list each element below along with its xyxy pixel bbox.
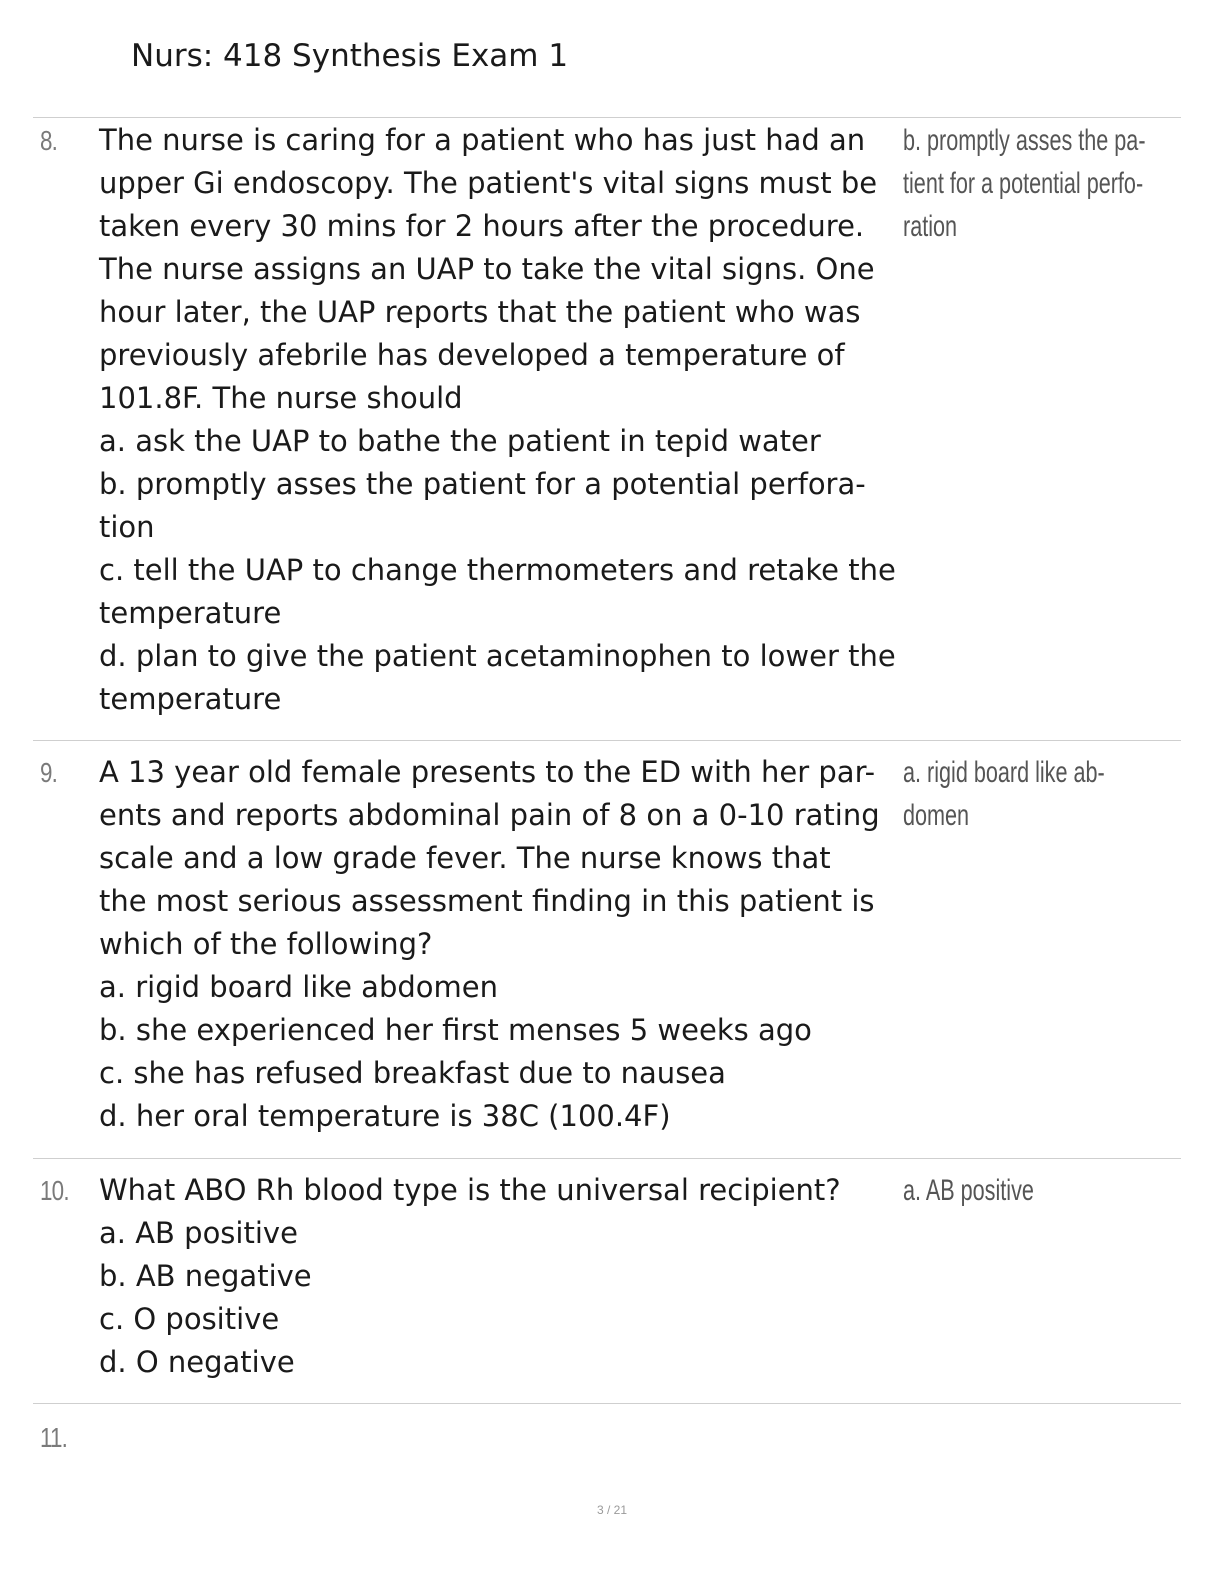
question-line: ents and reports abdominal pain of 8 on a 0-10 rating: [99, 798, 880, 832]
question-line: What ABO Rh blood type is the universal recipient?: [99, 1173, 841, 1207]
answer-line: b. promptly asses the pa-: [903, 124, 1146, 157]
answer-line: tient for a potential perfo-: [903, 167, 1144, 200]
answer-text: [903, 751, 1105, 837]
answer-line: ration: [903, 210, 958, 243]
question-line: 101.8F. The nurse should: [99, 381, 463, 415]
option-line: b. she experienced her first menses 5 weeks ago: [99, 1013, 812, 1047]
question-line: taken every 30 mins for 2 hours after the procedure.: [99, 209, 865, 243]
divider: [33, 1403, 1181, 1404]
option-line: temperature: [99, 596, 282, 630]
question-line: The nurse assigns an UAP to take the vital signs. One: [99, 252, 875, 286]
question-line: The nurse is caring for a patient who has just had an: [99, 123, 866, 157]
answer-line: a. AB positive: [903, 1174, 1034, 1207]
question-line: scale and a low grade fever. The nurse knows that: [99, 841, 831, 875]
answer-line: domen: [903, 799, 970, 832]
option-line: a. AB positive: [99, 1216, 298, 1250]
question-line: A 13 year old female presents to the ED with her par-: [99, 755, 876, 789]
card-number: 9.: [40, 757, 58, 788]
question-line: which of the following?: [99, 927, 433, 961]
option-line: c. tell the UAP to change thermometers and retake the: [99, 553, 896, 587]
question-line: hour later, the UAP reports that the patient who was: [99, 295, 861, 329]
option-line: c. she has refused breakfast due to nausea: [99, 1056, 726, 1090]
option-line: b. AB negative: [99, 1259, 312, 1293]
divider: [33, 117, 1181, 118]
question-line: upper Gi endoscopy. The patient's vital signs must be: [99, 166, 878, 200]
answer-text: [903, 119, 1146, 248]
option-line: a. ask the UAP to bathe the patient in tepid water: [99, 424, 821, 458]
option-line: c. O positive: [99, 1302, 280, 1336]
question-text: [99, 1169, 899, 1384]
page-title: Nurs: 418 Synthesis Exam 1: [131, 38, 569, 74]
card-number: 10.: [40, 1175, 69, 1206]
option-line: tion: [99, 510, 155, 544]
option-line: d. her oral temperature is 38C (100.4F): [99, 1099, 671, 1133]
option-line: b. promptly asses the patient for a potential perfora-: [99, 467, 866, 501]
question-line: the most serious assessment finding in this patient is: [99, 884, 875, 918]
option-line: d. plan to give the patient acetaminophen to lower the: [99, 639, 896, 673]
page-number: 3 / 21: [596, 1503, 628, 1517]
answer-text: [903, 1169, 1034, 1212]
card-number: 8.: [40, 125, 58, 156]
option-line: a. rigid board like abdomen: [99, 970, 498, 1004]
question-text: [99, 119, 899, 721]
divider: [33, 740, 1181, 741]
option-line: d. O negative: [99, 1345, 295, 1379]
answer-line: a. rigid board like ab-: [903, 756, 1105, 789]
question-text: [99, 751, 899, 1138]
divider: [33, 1158, 1181, 1159]
card-number: 11.: [40, 1422, 68, 1453]
question-line: previously afebrile has developed a temperature of: [99, 338, 845, 372]
option-line: temperature: [99, 682, 282, 716]
